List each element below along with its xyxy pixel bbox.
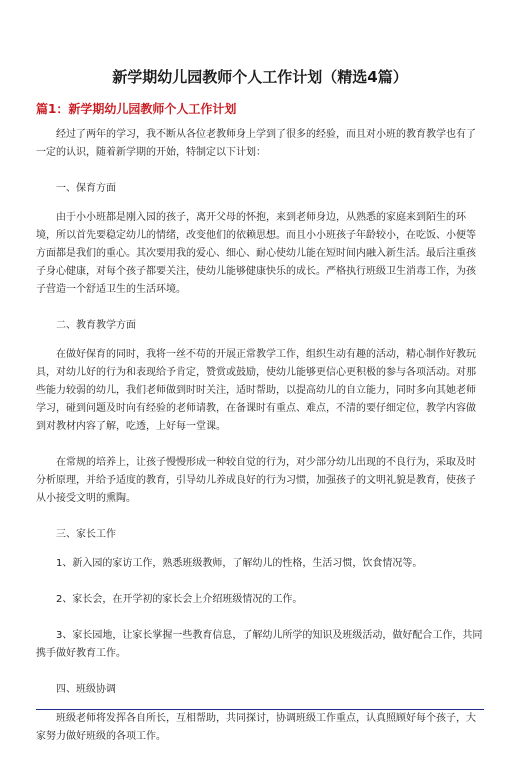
care-paragraph: 由于小小班都是刚入园的孩子，离开父母的怀抱，来到老师身边，从熟悉的家庭来到陌生的环境，所以首先要稳定幼儿的情绪，改变他们的依赖思想。而且小小班孩子年龄较小，在吃饭、小便等方面都是我们的重心。其次要用我的爱心、细心、耐心使幼儿能在短时间内融入新生活。最后注重孩子身心健康，对每个孩子都要关注，使幼儿能够健康快乐的成长。严格执行班级卫生消毒工作，为孩子营造一个舒适卫生的生活环境。: [36, 212, 476, 295]
intro-paragraph: 经过了两年的学习，我不断从各位老教师身上学到了很多的经验，而且对小班的教育教学也有了一定的认识，随着新学期的开始，特制定以下计划：: [36, 129, 476, 158]
teaching-paragraph: 在做好保育的同时，我将一丝不苟的开展正常教学工作，组织生动有趣的活动，精心制作好教玩具，对幼儿好的行为和表现给予肯定，赞赏或鼓励，使幼儿能够更信心更积极的参与各项活动。对那些能力较弱的幼儿，我们老师做到时时关注，适时帮助，以提高幼儿的自立能力，同时多向其她老师学习，碰到问题及时向有经验的老师请教，在备课时有重点、难点，不清的要仔细定位，教学内容做到对教材内容了解，吃透，上好每一堂课。: [36, 349, 476, 432]
subheading-parents: 三、家长工作: [56, 529, 116, 540]
parents-item-1: 1、新入园的家访工作，熟悉班级教师，了解幼儿的性格，生活习惯，饮食情况等。: [56, 558, 423, 569]
routine-paragraph: 在常规的培养上，让孩子慢慢形成一种较自觉的行为，对少部分幼儿出现的不良行为，采取及时分析原理，并给予适度的教育，引导幼儿养成良好的行为习惯，加强孩子的文明礼貌是教育，使孩子从小接受文明的熏陶。: [36, 457, 476, 504]
document-body: [36, 126, 484, 764]
document-title: 新学期幼儿园教师个人工作计划（精选4篇）: [112, 68, 408, 86]
footer-rule: [36, 709, 484, 710]
parents-item-2: 2、家长会，在开学初的家长会上介绍班级情况的工作。: [56, 594, 303, 605]
subheading-care: 一、保育方面: [56, 183, 116, 194]
parents-item-3: 3、家长园地，让家长掌握一些教育信息，了解幼儿所学的知识及班级活动，做好配合工作，共同携手做好教育工作。: [36, 630, 483, 659]
section-heading: 篇1：新学期幼儿园教师个人工作计划: [36, 102, 237, 116]
subheading-teaching: 二、教育教学方面: [56, 320, 136, 331]
subheading-coordination: 四、班级协调: [56, 684, 116, 695]
coordination-paragraph: 班级老师将发挥各自所长，互相帮助，共同探讨，协调班级工作重点，认真照顾好每个孩子，大家努力做好班级的各项工作。: [36, 713, 476, 742]
